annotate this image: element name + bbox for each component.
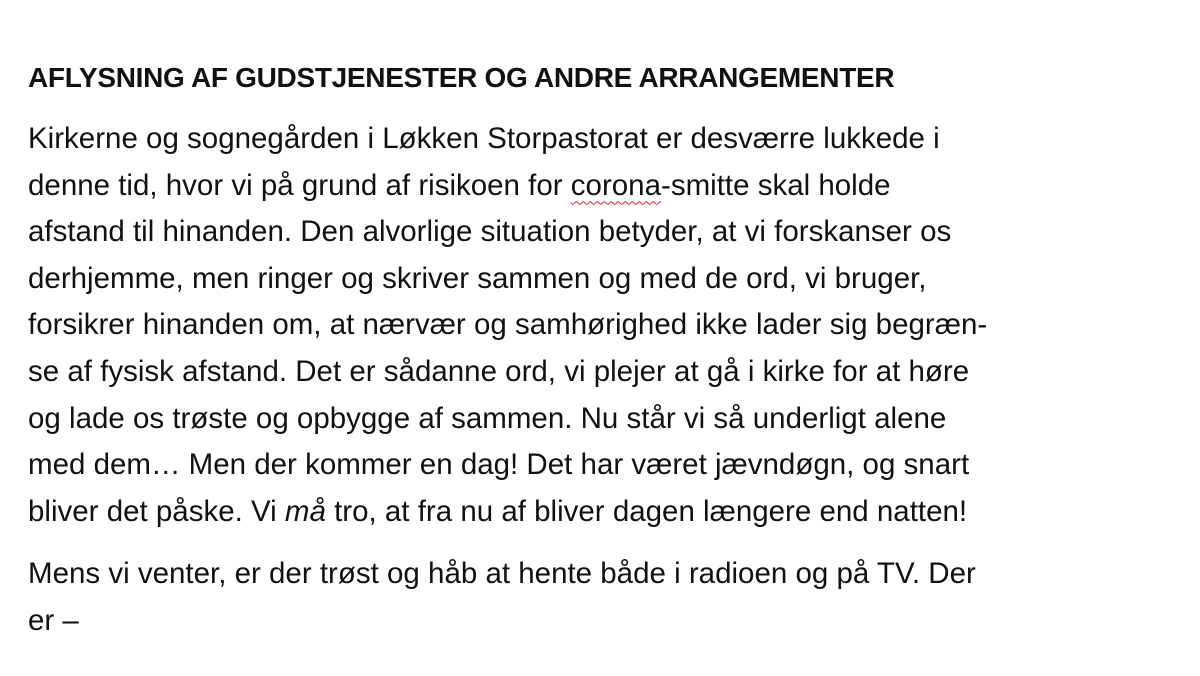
text-line [28, 163, 1170, 210]
text-line: er – [28, 603, 79, 637]
text-segment: bliver det påske. Vi [28, 494, 285, 528]
text-line: derhjemme, men ringer og skriver sammen og med de ord, vi bruger, [28, 261, 927, 295]
text-line: Kirkerne og sognegården i Løkken Storpastorat er desværre lukkede i [28, 122, 940, 155]
text-line: afstand til hinanden. Den alvorlige situation betyder, at vi forskanser os [28, 215, 952, 249]
italic-word: må [284, 494, 326, 528]
text-segment: -smitte skal holde [661, 168, 891, 202]
text-line: forsikrer hinanden om, at nærvær og samhørighed ikke lader sig begræn- [28, 308, 988, 342]
document-heading: AFLYSNING AF GUDSTJENESTER OG ANDRE ARRANGEMENTER [28, 62, 895, 93]
paragraph-church-closure [28, 116, 1170, 535]
text-line: med dem… Men der kommer en dag! Det har været jævndøgn, og snart [28, 448, 970, 482]
text-segment: denne tid, hvor vi på grund af risikoen for [28, 168, 571, 202]
misspelled-word[interactable]: corona [570, 168, 661, 202]
text-line: Mens vi venter, er der trøst og håb at hente både i radioen og på TV. Der [28, 557, 976, 591]
text-segment: tro, at fra nu af bliver dagen længere end natten! [325, 494, 968, 528]
paragraph-radio-tv [28, 551, 1170, 644]
text-line: og lade os trøste og opbygge af sammen. Nu står vi så underligt alene [28, 401, 947, 435]
text-line: se af fysisk afstand. Det er sådanne ord, vi plejer at gå i kirke for at høre [28, 354, 970, 388]
text-line [28, 489, 1170, 536]
